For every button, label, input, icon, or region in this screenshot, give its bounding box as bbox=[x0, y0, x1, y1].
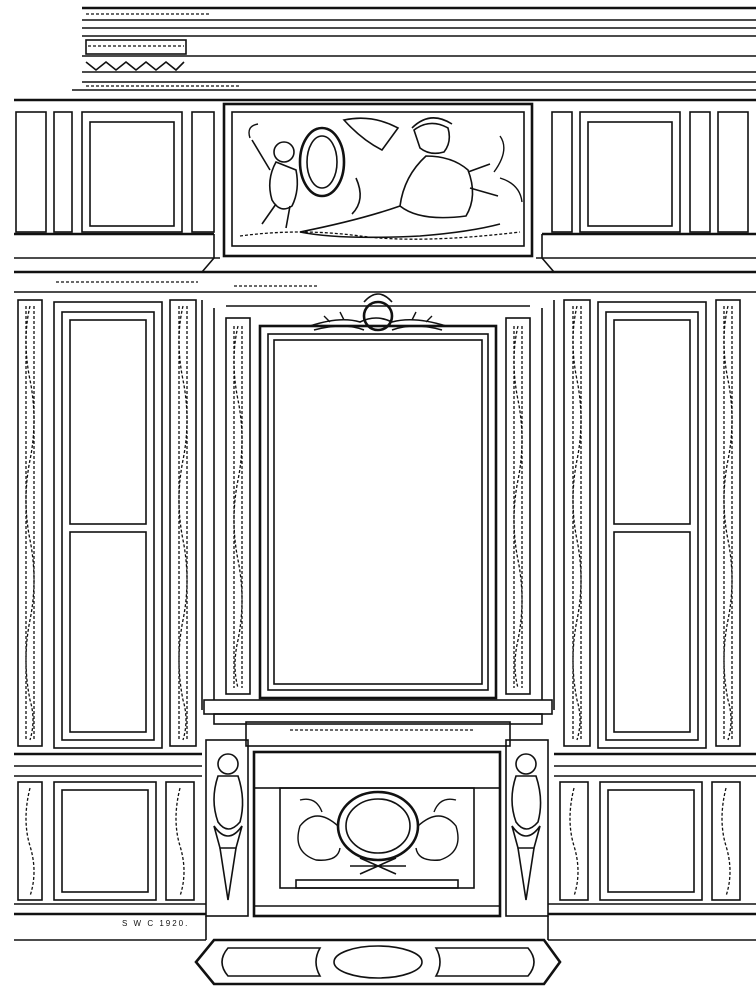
artist-signature: S W C 1920. bbox=[122, 919, 190, 928]
dentil-band bbox=[86, 40, 186, 54]
cherub-figure bbox=[249, 124, 297, 228]
central-mirror bbox=[226, 318, 530, 698]
relief-panel bbox=[224, 104, 532, 256]
upper-right-panels bbox=[552, 112, 748, 232]
right-caryatid bbox=[506, 740, 548, 916]
upper-left-panels bbox=[16, 112, 214, 232]
chimney-piece bbox=[204, 700, 552, 916]
left-caryatid bbox=[206, 740, 248, 916]
right-wall-section bbox=[542, 300, 740, 748]
hearth-stone bbox=[196, 916, 560, 984]
right-tall-panel bbox=[598, 302, 706, 748]
left-tall-panel bbox=[54, 302, 162, 748]
lower-dado bbox=[14, 754, 756, 940]
laurel-wreath bbox=[310, 294, 446, 330]
fireback-medallion bbox=[338, 792, 418, 860]
left-wall-section bbox=[18, 300, 214, 748]
cornice bbox=[14, 8, 756, 100]
